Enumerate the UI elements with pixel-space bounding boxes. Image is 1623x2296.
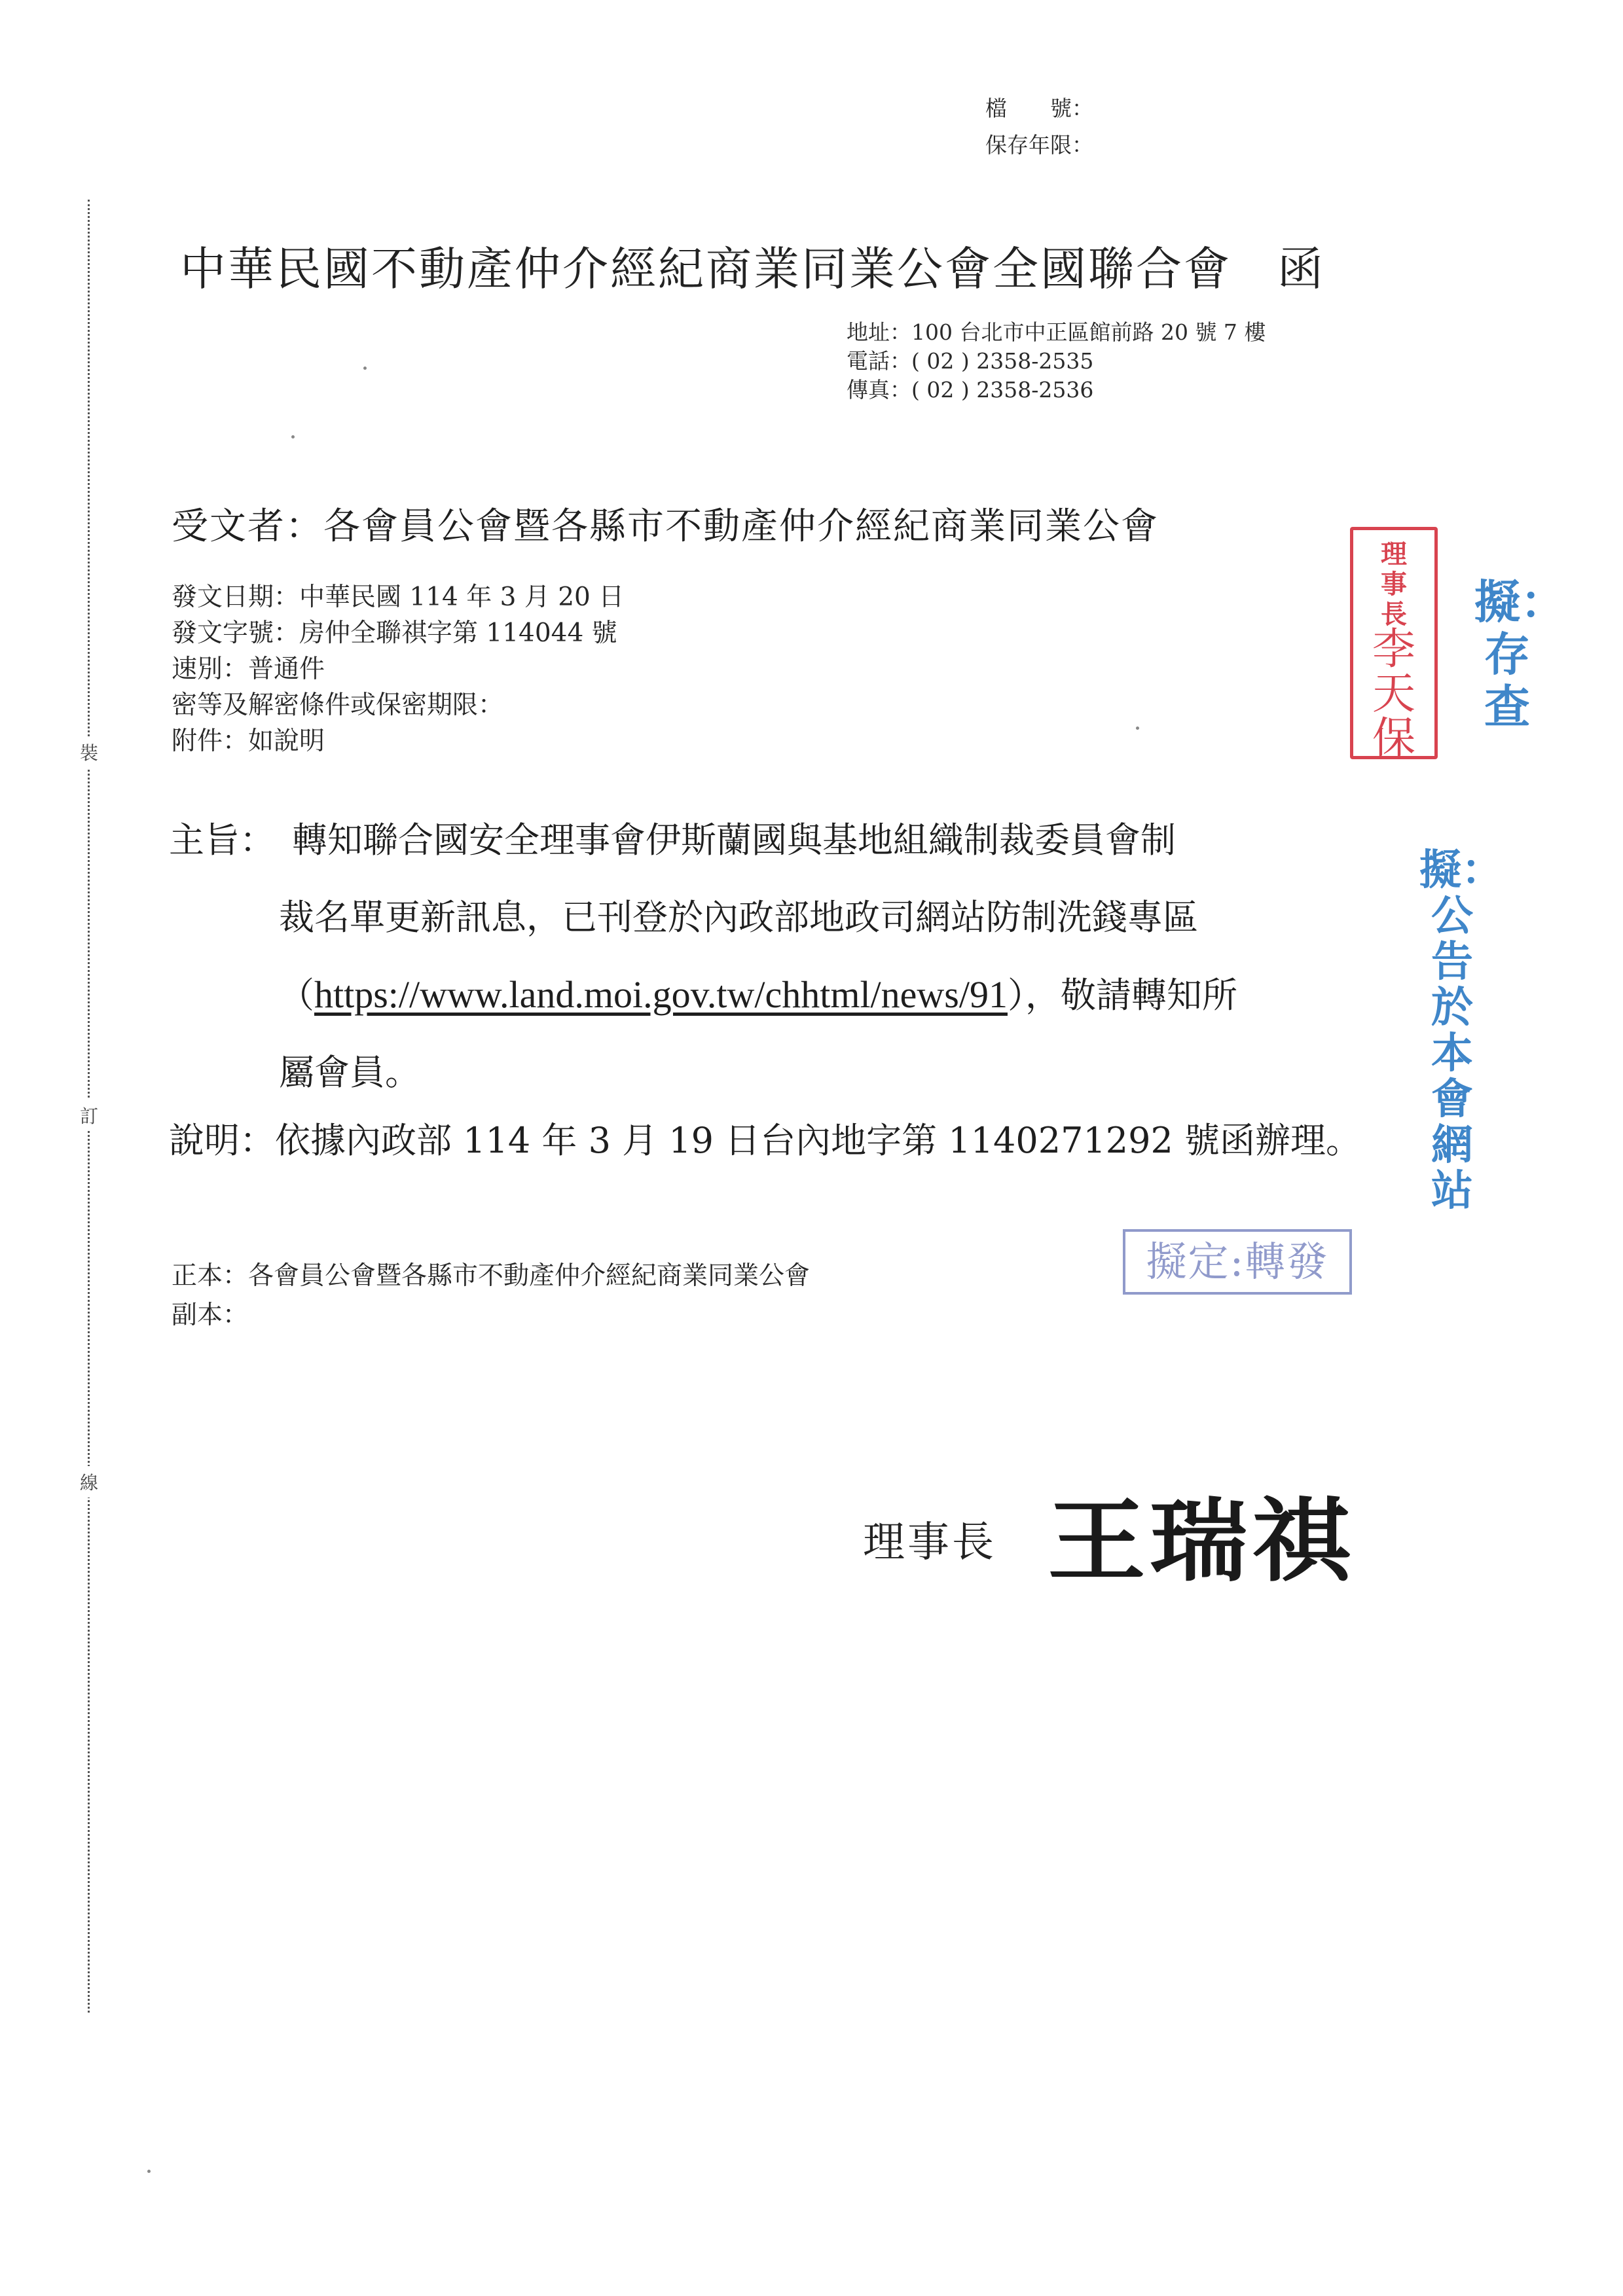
paren-open: （ bbox=[279, 975, 314, 1016]
binding-char-2: 訂 bbox=[80, 1100, 98, 1131]
explanation: 說明：依據內政部 114 年 3 月 19 日台內地字第 1140271292 號函辦理。 bbox=[169, 1120, 1362, 1161]
distribution bbox=[172, 1257, 810, 1335]
document-title bbox=[180, 232, 1325, 298]
handwritten-note-archive bbox=[1474, 575, 1566, 734]
file-number-label: 檔 號： bbox=[985, 96, 1093, 121]
fax: 傳真：( 02 ) 2358-2536 bbox=[847, 377, 1094, 403]
scan-speck bbox=[291, 435, 295, 439]
binding-char-3: 線 bbox=[80, 1466, 98, 1498]
original-recipient: 正本：各會員公會暨各縣市不動產仲介經紀商業同業公會 bbox=[172, 1261, 811, 1291]
approval-stamp: 擬定:轉發 bbox=[1123, 1229, 1352, 1295]
retention-period-label: 保存年限： bbox=[985, 132, 1093, 158]
chairman-seal bbox=[1350, 527, 1438, 763]
chairman-title: 理事長 bbox=[863, 1518, 996, 1567]
priority: 速別：普通件 bbox=[172, 655, 325, 684]
address: 地址：100 台北市中正區館前路 20 號 7 樓 bbox=[847, 319, 1266, 345]
phone: 電話：( 02 ) 2358-2535 bbox=[847, 348, 1094, 374]
subject-line-2: 裁名單更新訊息，已刊登於內政部地政司網站防制洗錢專區 bbox=[279, 897, 1198, 938]
subject-line-4: 屬會員。 bbox=[279, 1052, 420, 1093]
subject-body bbox=[279, 802, 1516, 1111]
moi-news-link[interactable]: https://www.land.moi.gov.tw/chhtml/news/91 bbox=[314, 973, 1008, 1016]
handwritten-note-publish bbox=[1419, 846, 1503, 1215]
note-publish-text: 擬：公告於本會網站 bbox=[1419, 846, 1503, 1215]
filing-info bbox=[985, 90, 1093, 164]
subject-label: 主旨： bbox=[169, 819, 275, 861]
copy-recipient: 副本： bbox=[172, 1300, 249, 1330]
document-type: 函 bbox=[1277, 242, 1325, 296]
scan-speck bbox=[147, 2170, 151, 2173]
document-meta bbox=[172, 579, 624, 759]
seal-title bbox=[1353, 539, 1434, 630]
reference-number: 發文字號：房仲全聯祺字第 114044 號 bbox=[172, 619, 617, 648]
scan-speck bbox=[363, 367, 367, 370]
organization-name: 中華民國不動產仲介經紀商業同業公會全國聯合會 bbox=[180, 242, 1231, 296]
note-archive-text: 擬：存查 bbox=[1474, 575, 1566, 734]
seal-name-text: 李天保 bbox=[1372, 624, 1415, 763]
seal-title-text: 理事長 bbox=[1381, 539, 1407, 630]
issue-date: 發文日期：中華民國 114 年 3 月 20 日 bbox=[172, 583, 625, 612]
seal-name bbox=[1353, 624, 1434, 763]
subject-line-3-tail: ），敬請轉知所 bbox=[1007, 975, 1237, 1016]
attachment: 附件：如說明 bbox=[172, 726, 325, 756]
scan-speck bbox=[1136, 726, 1139, 730]
subject-line-1: 轉知聯合國安全理事會伊斯蘭國與基地組織制裁委員會制 bbox=[292, 819, 1176, 861]
binding-char-1: 裝 bbox=[80, 736, 98, 768]
subject-line-3 bbox=[279, 956, 1516, 1034]
contact-block bbox=[847, 318, 1266, 404]
security-level: 密等及解密條件或保密期限： bbox=[172, 691, 504, 720]
chairman-signature: 王瑞祺 bbox=[1048, 1488, 1355, 1594]
recipient: 受文者：各會員公會暨各縣市不動產仲介經紀商業同業公會 bbox=[172, 505, 1159, 548]
